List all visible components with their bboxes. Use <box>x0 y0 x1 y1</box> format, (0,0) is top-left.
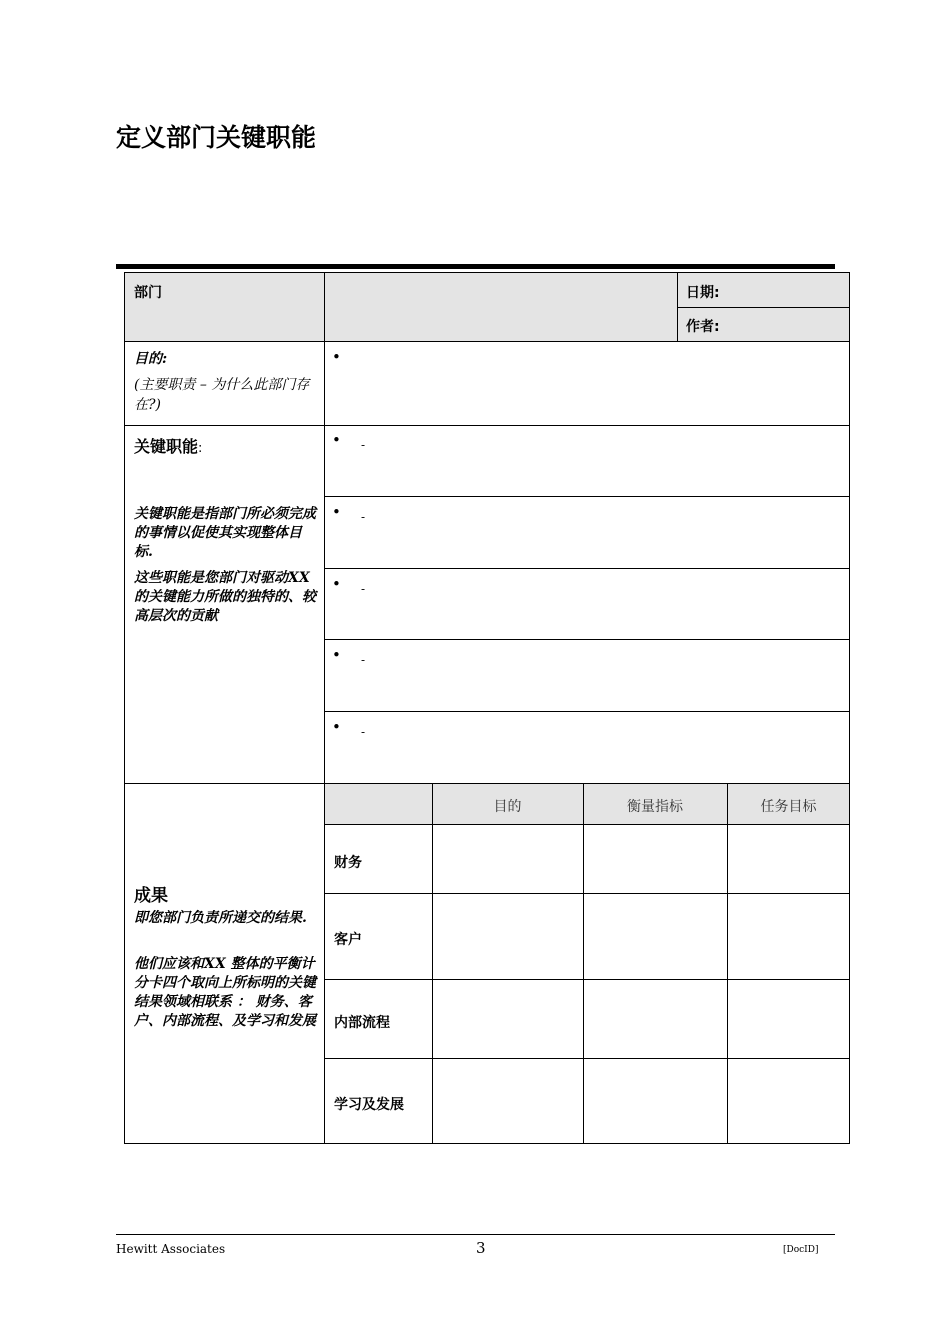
row-line-kf-3 <box>324 639 850 640</box>
col-line-2 <box>583 783 584 1144</box>
column-header-metrics: 衡量指标 <box>627 799 683 815</box>
date-label: 日期: <box>686 285 720 301</box>
row-line-kf-4 <box>324 711 850 712</box>
key-function-dash-5: - <box>361 725 366 739</box>
key-function-bullet-3: • <box>332 575 341 593</box>
col-line-1 <box>432 783 433 1144</box>
row-line-out-3 <box>324 979 850 980</box>
page-title: 定义部门关键职能 <box>116 123 317 152</box>
row-line-out-2 <box>324 893 850 894</box>
outcomes-label: 成果 <box>134 886 168 906</box>
author-label: 作者: <box>686 319 720 335</box>
key-function-bullet-5: • <box>332 718 341 736</box>
row-line-2 <box>124 425 850 426</box>
key-function-dash-2: - <box>361 510 366 524</box>
outcomes-desc1: 即您部门负责所递交的结果. <box>134 910 307 926</box>
key-functions-desc2: 这些职能是您部门对驱动XX 的关键能力所做的独特的、较高层次的贡献 <box>134 570 316 624</box>
footer-page-number: 3 <box>476 1239 486 1257</box>
top-rule <box>116 264 835 269</box>
key-function-bullet-1: • <box>332 431 341 449</box>
table-border-bottom <box>124 1143 850 1144</box>
outcome-header-corner-bg <box>324 783 432 825</box>
table-divider-date-author <box>677 307 850 308</box>
key-function-bullet-4: • <box>332 646 341 664</box>
key-function-dash-1: - <box>361 438 366 452</box>
key-functions-label: 关键职能: <box>134 437 203 456</box>
key-function-dash-4: - <box>361 653 366 667</box>
row-label-learning: 学习及发展 <box>334 1097 404 1113</box>
purpose-description: (主要职责 – 为什么此部门存在?) <box>134 377 310 413</box>
department-label: 部门 <box>134 285 162 301</box>
key-functions-desc1: 关键职能是指部门所必须完成的事情以促使其实现整体目标. <box>134 506 316 560</box>
row-line-out-1 <box>324 824 850 825</box>
table-divider-main <box>324 272 325 1144</box>
row-line-kf-2 <box>324 568 850 569</box>
key-function-bullet-2: • <box>332 503 341 521</box>
row-line-kf-1 <box>324 496 850 497</box>
key-function-dash-3: - <box>361 582 366 596</box>
footer-doc-id: [DocID] <box>783 1245 819 1255</box>
column-header-purpose: 目的 <box>493 799 522 815</box>
footer-company: Hewitt Associates <box>116 1242 226 1256</box>
outcomes-desc2: 他们应该和XX 整体的平衡计分卡四个取向上所标明的关键结果领域相联系 ： 财务、客户、内部流程、及学习和发展 <box>134 956 316 1029</box>
table-border-right <box>849 272 850 1144</box>
row-label-internal-process: 内部流程 <box>334 1015 390 1031</box>
row-line-1 <box>124 341 850 342</box>
row-label-customer: 客户 <box>334 932 362 948</box>
table-border-top <box>124 272 850 273</box>
footer-rule <box>116 1234 835 1235</box>
row-label-finance: 财务 <box>334 855 362 871</box>
col-line-3 <box>727 783 728 1144</box>
purpose-bullet: • <box>332 348 341 366</box>
row-line-3 <box>124 783 850 784</box>
purpose-label: 目的: <box>134 351 168 367</box>
column-header-targets: 任务目标 <box>760 799 817 815</box>
row-line-out-4 <box>324 1058 850 1059</box>
table-border-left <box>124 272 125 1144</box>
